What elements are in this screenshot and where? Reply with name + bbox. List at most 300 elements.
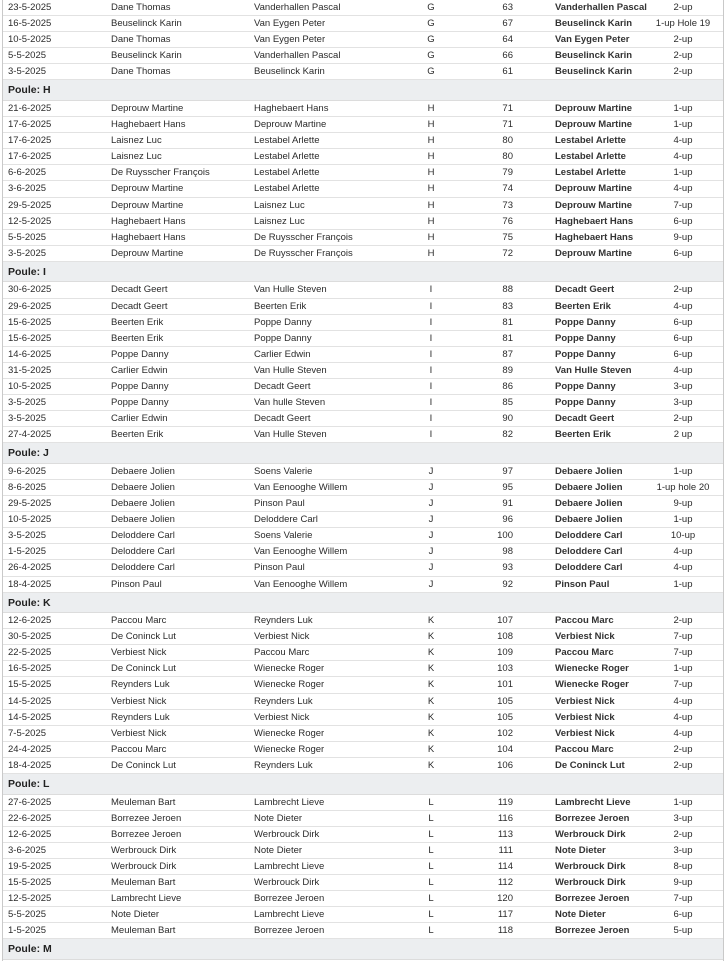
- player-two: Deprouw Martine: [254, 119, 327, 131]
- player-two: Lambrecht Lieve: [254, 860, 325, 872]
- player-two: Pinson Paul: [254, 562, 305, 574]
- winner-name: Pinson Paul: [555, 578, 610, 590]
- match-result: 3-up: [673, 380, 693, 392]
- match-date: 15-6-2025: [8, 332, 52, 344]
- player-one: Carlier Edwin: [111, 364, 168, 376]
- poule-code: H: [427, 119, 435, 131]
- poule-header: Poule: K: [3, 593, 723, 614]
- match-date: 24-4-2025: [8, 743, 52, 755]
- table-row: [3, 859, 723, 875]
- winner-name: Poppe Danny: [555, 397, 616, 409]
- match-number: 97: [502, 465, 513, 477]
- match-number: 108: [497, 631, 513, 643]
- match-result: 7-up: [673, 631, 693, 643]
- table-row: [3, 347, 723, 363]
- match-date: 3-5-2025: [8, 66, 47, 78]
- player-two: Lambrecht Lieve: [254, 909, 325, 921]
- match-result: 2-up: [673, 66, 693, 78]
- winner-name: Vanderhallen Pascal: [555, 2, 647, 13]
- poule-code: H: [427, 151, 435, 163]
- match-number: 90: [502, 413, 513, 425]
- table-row: [3, 891, 723, 907]
- match-date: 18-4-2025: [8, 759, 52, 771]
- match-result: 4-up: [673, 300, 693, 312]
- match-number: 119: [497, 796, 513, 808]
- poule-header: Poule: M: [3, 939, 723, 960]
- match-number: 92: [502, 578, 513, 590]
- player-two: Werbrouck Dirk: [254, 828, 320, 840]
- table-row: [3, 331, 723, 347]
- table-row: [3, 149, 723, 165]
- match-number: 75: [502, 231, 513, 243]
- match-number: 95: [502, 481, 513, 493]
- match-number: 61: [502, 66, 513, 78]
- match-result: 4-up: [673, 546, 693, 558]
- match-date: 17-6-2025: [8, 151, 52, 163]
- winner-name: Paccou Marc: [555, 743, 614, 755]
- poule-code: K: [427, 647, 435, 659]
- winner-name: Deprouw Martine: [555, 247, 633, 259]
- player-one: Borrezee Jeroen: [111, 828, 182, 840]
- match-result: 1-up: [673, 514, 693, 526]
- winner-name: Poppe Danny: [555, 316, 616, 328]
- player-one: Deprouw Martine: [111, 183, 184, 195]
- match-date: 22-5-2025: [8, 647, 52, 659]
- table-row: [3, 427, 723, 443]
- poule-code: I: [429, 316, 433, 328]
- player-two: Van Eygen Peter: [254, 34, 326, 46]
- winner-name: Borrezee Jeroen: [555, 812, 630, 824]
- table-row: [3, 133, 723, 149]
- player-two: Poppe Danny: [254, 332, 312, 344]
- player-two: Wienecke Roger: [254, 727, 325, 739]
- poule-code: L: [428, 860, 434, 872]
- match-result: 4-up: [673, 562, 693, 574]
- match-date: 14-5-2025: [8, 711, 52, 723]
- player-one: Reynders Luk: [111, 711, 170, 723]
- winner-name: Deloddere Carl: [555, 562, 623, 574]
- match-result: 6-up: [673, 215, 693, 227]
- table-row: [3, 496, 723, 512]
- match-result: 7-up: [673, 893, 693, 905]
- table-row: [3, 827, 723, 843]
- match-result: 1-up hole 20: [656, 481, 710, 493]
- match-date: 16-5-2025: [8, 663, 52, 675]
- match-result: 3-up: [673, 812, 693, 824]
- table-row: [3, 464, 723, 480]
- player-one: Deloddere Carl: [111, 546, 175, 558]
- poule-code: H: [427, 135, 435, 147]
- match-result: 3-up: [673, 397, 693, 409]
- match-number: 72: [502, 247, 513, 259]
- player-one: Deprouw Martine: [111, 102, 184, 114]
- match-number: 81: [502, 332, 513, 344]
- player-one: Deloddere Carl: [111, 530, 175, 542]
- player-two: Van Eenooghe Willem: [254, 578, 348, 590]
- match-date: 27-6-2025: [8, 796, 52, 808]
- player-two: Beerten Erik: [254, 300, 307, 312]
- match-result: 1-up: [673, 119, 693, 131]
- poule-header: Poule: L: [3, 774, 723, 795]
- match-number: 101: [497, 679, 513, 691]
- match-result: 2-up: [673, 2, 693, 13]
- poule-code: I: [429, 364, 433, 376]
- poule-code: G: [427, 2, 435, 13]
- match-date: 21-6-2025: [8, 102, 52, 114]
- match-date: 29-6-2025: [8, 300, 52, 312]
- match-number: 102: [497, 727, 513, 739]
- player-one: Paccou Marc: [111, 615, 167, 627]
- player-one: Borrezee Jeroen: [111, 812, 182, 824]
- player-one: Poppe Danny: [111, 397, 169, 409]
- match-date: 10-5-2025: [8, 514, 52, 526]
- match-date: 3-5-2025: [8, 397, 47, 409]
- match-date: 16-5-2025: [8, 18, 52, 30]
- player-two: Reynders Luk: [254, 695, 313, 707]
- winner-name: Lambrecht Lieve: [555, 796, 631, 808]
- table-row: [3, 246, 723, 262]
- player-one: De Coninck Lut: [111, 631, 176, 643]
- match-date: 10-5-2025: [8, 34, 52, 46]
- winner-name: Verbiest Nick: [555, 727, 615, 739]
- match-result: 4-up: [673, 364, 693, 376]
- player-two: Van Eygen Peter: [254, 18, 326, 30]
- player-one: Meuleman Bart: [111, 796, 176, 808]
- table-row: [3, 363, 723, 379]
- match-date: 5-5-2025: [8, 909, 47, 921]
- match-result: 9-up: [673, 498, 693, 510]
- table-row: [3, 577, 723, 593]
- poule-code: L: [428, 877, 434, 888]
- match-date: 29-5-2025: [8, 498, 52, 510]
- winner-name: Verbiest Nick: [555, 695, 615, 707]
- table-row: [3, 560, 723, 576]
- player-one: Debaere Jolien: [111, 465, 175, 477]
- winner-name: Poppe Danny: [555, 348, 616, 360]
- poule-code: H: [427, 215, 435, 227]
- table-row: [3, 165, 723, 181]
- player-two: Note Dieter: [254, 844, 303, 856]
- match-result: 6-up: [673, 332, 693, 344]
- player-one: Verbiest Nick: [111, 695, 167, 707]
- match-number: 89: [502, 364, 513, 376]
- player-two: Vanderhallen Pascal: [254, 2, 341, 13]
- match-date: 3-6-2025: [8, 183, 47, 195]
- table-row: [3, 907, 723, 923]
- table-row: [3, 923, 723, 939]
- match-number: 116: [497, 812, 513, 824]
- player-two: Lestabel Arlette: [254, 135, 320, 147]
- winner-name: Poppe Danny: [555, 332, 616, 344]
- player-two: Decadt Geert: [254, 380, 311, 392]
- player-two: Beuselinck Karin: [254, 66, 325, 78]
- player-one: Meuleman Bart: [111, 877, 176, 888]
- winner-name: Deprouw Martine: [555, 183, 633, 195]
- match-number: 83: [502, 300, 513, 312]
- player-two: Van Eenooghe Willem: [254, 481, 348, 493]
- player-one: Deprouw Martine: [111, 199, 184, 211]
- match-result: 8-up: [673, 860, 693, 872]
- match-result: 1-up: [673, 167, 693, 179]
- player-one: Decadt Geert: [111, 300, 168, 312]
- poule-code: K: [427, 743, 435, 755]
- player-two: Van hulle Steven: [254, 397, 326, 409]
- match-result: 6-up: [673, 316, 693, 328]
- player-two: Pinson Paul: [254, 498, 305, 510]
- match-number: 63: [502, 2, 513, 13]
- match-result: 10-up: [670, 530, 696, 542]
- table-row: [3, 198, 723, 214]
- player-one: Beerten Erik: [111, 316, 164, 328]
- poule-code: G: [427, 50, 435, 62]
- player-one: Verbiest Nick: [111, 647, 167, 659]
- poule-code: K: [427, 727, 435, 739]
- poule-code: L: [428, 812, 434, 824]
- match-number: 93: [502, 562, 513, 574]
- match-date: 12-5-2025: [8, 215, 52, 227]
- match-result: 1-up: [673, 663, 693, 675]
- player-one: De Ruysscher François: [111, 167, 210, 179]
- table-row: [3, 528, 723, 544]
- winner-name: Borrezee Jeroen: [555, 893, 630, 905]
- table-row: [3, 299, 723, 315]
- table-row: [3, 480, 723, 496]
- winner-name: De Coninck Lut: [555, 759, 625, 771]
- player-two: Verbiest Nick: [254, 711, 310, 723]
- table-row: [3, 795, 723, 811]
- winner-name: Wienecke Roger: [555, 679, 629, 691]
- player-one: Poppe Danny: [111, 348, 169, 360]
- player-one: Lambrecht Lieve: [111, 893, 182, 905]
- table-row: [3, 875, 723, 891]
- poule-code: J: [428, 498, 434, 510]
- match-date: 14-5-2025: [8, 695, 52, 707]
- poule-header: Poule: H: [3, 80, 723, 101]
- player-one: Deprouw Martine: [111, 247, 184, 259]
- table-row: [3, 726, 723, 742]
- player-two: Van Hulle Steven: [254, 284, 327, 296]
- player-one: De Coninck Lut: [111, 759, 176, 771]
- player-one: Beerten Erik: [111, 429, 164, 441]
- poule-code: K: [427, 631, 435, 643]
- table-row: [3, 661, 723, 677]
- player-two: Van Hulle Steven: [254, 429, 327, 441]
- winner-name: Decadt Geert: [555, 413, 615, 425]
- player-two: Borrezee Jeroen: [254, 893, 325, 905]
- match-number: 73: [502, 199, 513, 211]
- poule-code: H: [427, 183, 435, 195]
- match-date: 8-6-2025: [8, 481, 47, 493]
- poule-code: K: [427, 679, 435, 691]
- match-result: 7-up: [673, 679, 693, 691]
- match-result: 7-up: [673, 199, 693, 211]
- winner-name: Lestabel Arlette: [555, 135, 626, 147]
- winner-name: Beuselinck Karin: [555, 66, 633, 78]
- match-result: 2-up: [673, 615, 693, 627]
- match-number: 71: [502, 102, 513, 114]
- poule-code: G: [427, 66, 435, 78]
- match-date: 7-5-2025: [8, 727, 47, 739]
- player-two: Vanderhallen Pascal: [254, 50, 341, 62]
- player-two: Verbiest Nick: [254, 631, 310, 643]
- match-result: 2-up: [673, 50, 693, 62]
- match-number: 87: [502, 348, 513, 360]
- poule-code: J: [428, 481, 434, 493]
- winner-name: Paccou Marc: [555, 647, 614, 659]
- match-date: 17-6-2025: [8, 135, 52, 147]
- match-result: 4-up: [673, 135, 693, 147]
- match-date: 17-6-2025: [8, 119, 52, 131]
- poule-code: J: [428, 562, 434, 574]
- match-date: 19-5-2025: [8, 860, 52, 872]
- table-row: [3, 48, 723, 64]
- poule-code: H: [427, 167, 435, 179]
- winner-name: Deprouw Martine: [555, 119, 633, 131]
- winner-name: Debaere Jolien: [555, 498, 623, 510]
- player-one: Debaere Jolien: [111, 481, 175, 493]
- winner-name: Paccou Marc: [555, 615, 614, 627]
- match-date: 3-5-2025: [8, 413, 47, 425]
- player-one: Laisnez Luc: [111, 151, 162, 163]
- match-result: 4-up: [673, 711, 693, 723]
- match-number: 98: [502, 546, 513, 558]
- match-number: 118: [497, 925, 513, 937]
- table-row: [3, 694, 723, 710]
- table-row: [3, 710, 723, 726]
- match-number: 74: [502, 183, 513, 195]
- poule-code: L: [428, 828, 434, 840]
- poule-code: H: [427, 231, 435, 243]
- match-result: 2-up: [673, 34, 693, 46]
- winner-name: Beerten Erik: [555, 429, 611, 441]
- match-number: 80: [502, 135, 513, 147]
- match-result: 4-up: [673, 151, 693, 163]
- winner-name: Haghebaert Hans: [555, 215, 634, 227]
- match-number: 117: [497, 909, 513, 921]
- match-result: 3-up: [673, 844, 693, 856]
- match-date: 3-6-2025: [8, 844, 47, 856]
- poule-code: L: [428, 796, 434, 808]
- player-two: Soens Valerie: [254, 465, 313, 477]
- winner-name: Debaere Jolien: [555, 465, 623, 477]
- match-date: 30-6-2025: [8, 284, 52, 296]
- match-result: 7-up: [673, 647, 693, 659]
- winner-name: Deloddere Carl: [555, 530, 623, 542]
- poule-code: K: [427, 615, 435, 627]
- match-result: 1-up: [673, 465, 693, 477]
- table-row: [3, 613, 723, 629]
- poule-code: I: [429, 284, 433, 296]
- match-date: 9-6-2025: [8, 465, 47, 477]
- winner-name: Verbiest Nick: [555, 711, 615, 723]
- poule-code: L: [428, 844, 434, 856]
- match-date: 26-4-2025: [8, 562, 52, 574]
- poule-code: K: [427, 711, 435, 723]
- winner-name: Beuselinck Karin: [555, 50, 633, 62]
- match-result: 4-up: [673, 183, 693, 195]
- player-one: Dane Thomas: [111, 34, 171, 46]
- table-row: [3, 677, 723, 693]
- player-one: Carlier Edwin: [111, 413, 168, 425]
- match-number: 111: [498, 844, 513, 856]
- match-number: 80: [502, 151, 513, 163]
- match-date: 14-6-2025: [8, 348, 52, 360]
- winner-name: Borrezee Jeroen: [555, 925, 630, 937]
- table-row: [3, 411, 723, 427]
- winner-name: Werbrouck Dirk: [555, 828, 626, 840]
- poule-code: L: [428, 909, 434, 921]
- winner-name: Decadt Geert: [555, 284, 615, 296]
- player-one: Reynders Luk: [111, 679, 170, 691]
- match-date: 12-6-2025: [8, 828, 52, 840]
- player-one: Werbrouck Dirk: [111, 844, 177, 856]
- table-row: [3, 181, 723, 197]
- winner-name: Note Dieter: [555, 844, 606, 856]
- poule-header: Poule: I: [3, 262, 723, 283]
- poule-code: J: [428, 514, 434, 526]
- match-number: 88: [502, 284, 513, 296]
- player-one: Dane Thomas: [111, 66, 171, 78]
- match-number: 82: [502, 429, 513, 441]
- player-one: Debaere Jolien: [111, 514, 175, 526]
- player-one: Beuselinck Karin: [111, 50, 182, 62]
- poule-code: K: [427, 759, 435, 771]
- match-number: 66: [502, 50, 513, 62]
- player-two: Van Eenooghe Willem: [254, 546, 348, 558]
- match-number: 76: [502, 215, 513, 227]
- match-number: 96: [502, 514, 513, 526]
- player-one: Decadt Geert: [111, 284, 168, 296]
- match-date: 23-5-2025: [8, 2, 52, 13]
- match-number: 85: [502, 397, 513, 409]
- match-result: 2 up: [673, 429, 693, 441]
- player-two: Lestabel Arlette: [254, 183, 320, 195]
- match-result: 4-up: [673, 695, 693, 707]
- player-two: Deloddere Carl: [254, 514, 318, 526]
- match-number: 91: [502, 498, 513, 510]
- player-two: Wienecke Roger: [254, 663, 325, 675]
- match-result: 1-up: [673, 102, 693, 114]
- match-date: 27-4-2025: [8, 429, 52, 441]
- match-date: 12-6-2025: [8, 615, 52, 627]
- table-row: [3, 32, 723, 48]
- match-date: 1-5-2025: [8, 546, 47, 558]
- poule-code: I: [429, 300, 433, 312]
- winner-name: Werbrouck Dirk: [555, 877, 626, 888]
- player-one: De Coninck Lut: [111, 663, 176, 675]
- match-date: 3-5-2025: [8, 530, 47, 542]
- match-number: 109: [497, 647, 513, 659]
- poule-code: J: [428, 530, 434, 542]
- match-number: 81: [502, 316, 513, 328]
- player-one: Haghebaert Hans: [111, 119, 186, 131]
- poule-code: G: [427, 18, 435, 30]
- winner-name: Haghebaert Hans: [555, 231, 634, 243]
- poule-code: I: [429, 380, 433, 392]
- poule-code: J: [428, 546, 434, 558]
- player-one: Dane Thomas: [111, 2, 171, 13]
- poule-code: K: [427, 695, 435, 707]
- match-date: 3-5-2025: [8, 247, 47, 259]
- player-two: Carlier Edwin: [254, 348, 311, 360]
- player-one: Haghebaert Hans: [111, 231, 186, 243]
- match-date: 1-5-2025: [8, 925, 47, 937]
- match-result: 9-up: [673, 877, 693, 888]
- player-two: De Ruysscher François: [254, 231, 353, 243]
- table-row: [3, 16, 723, 32]
- player-two: Werbrouck Dirk: [254, 877, 320, 888]
- match-number: 112: [497, 877, 513, 888]
